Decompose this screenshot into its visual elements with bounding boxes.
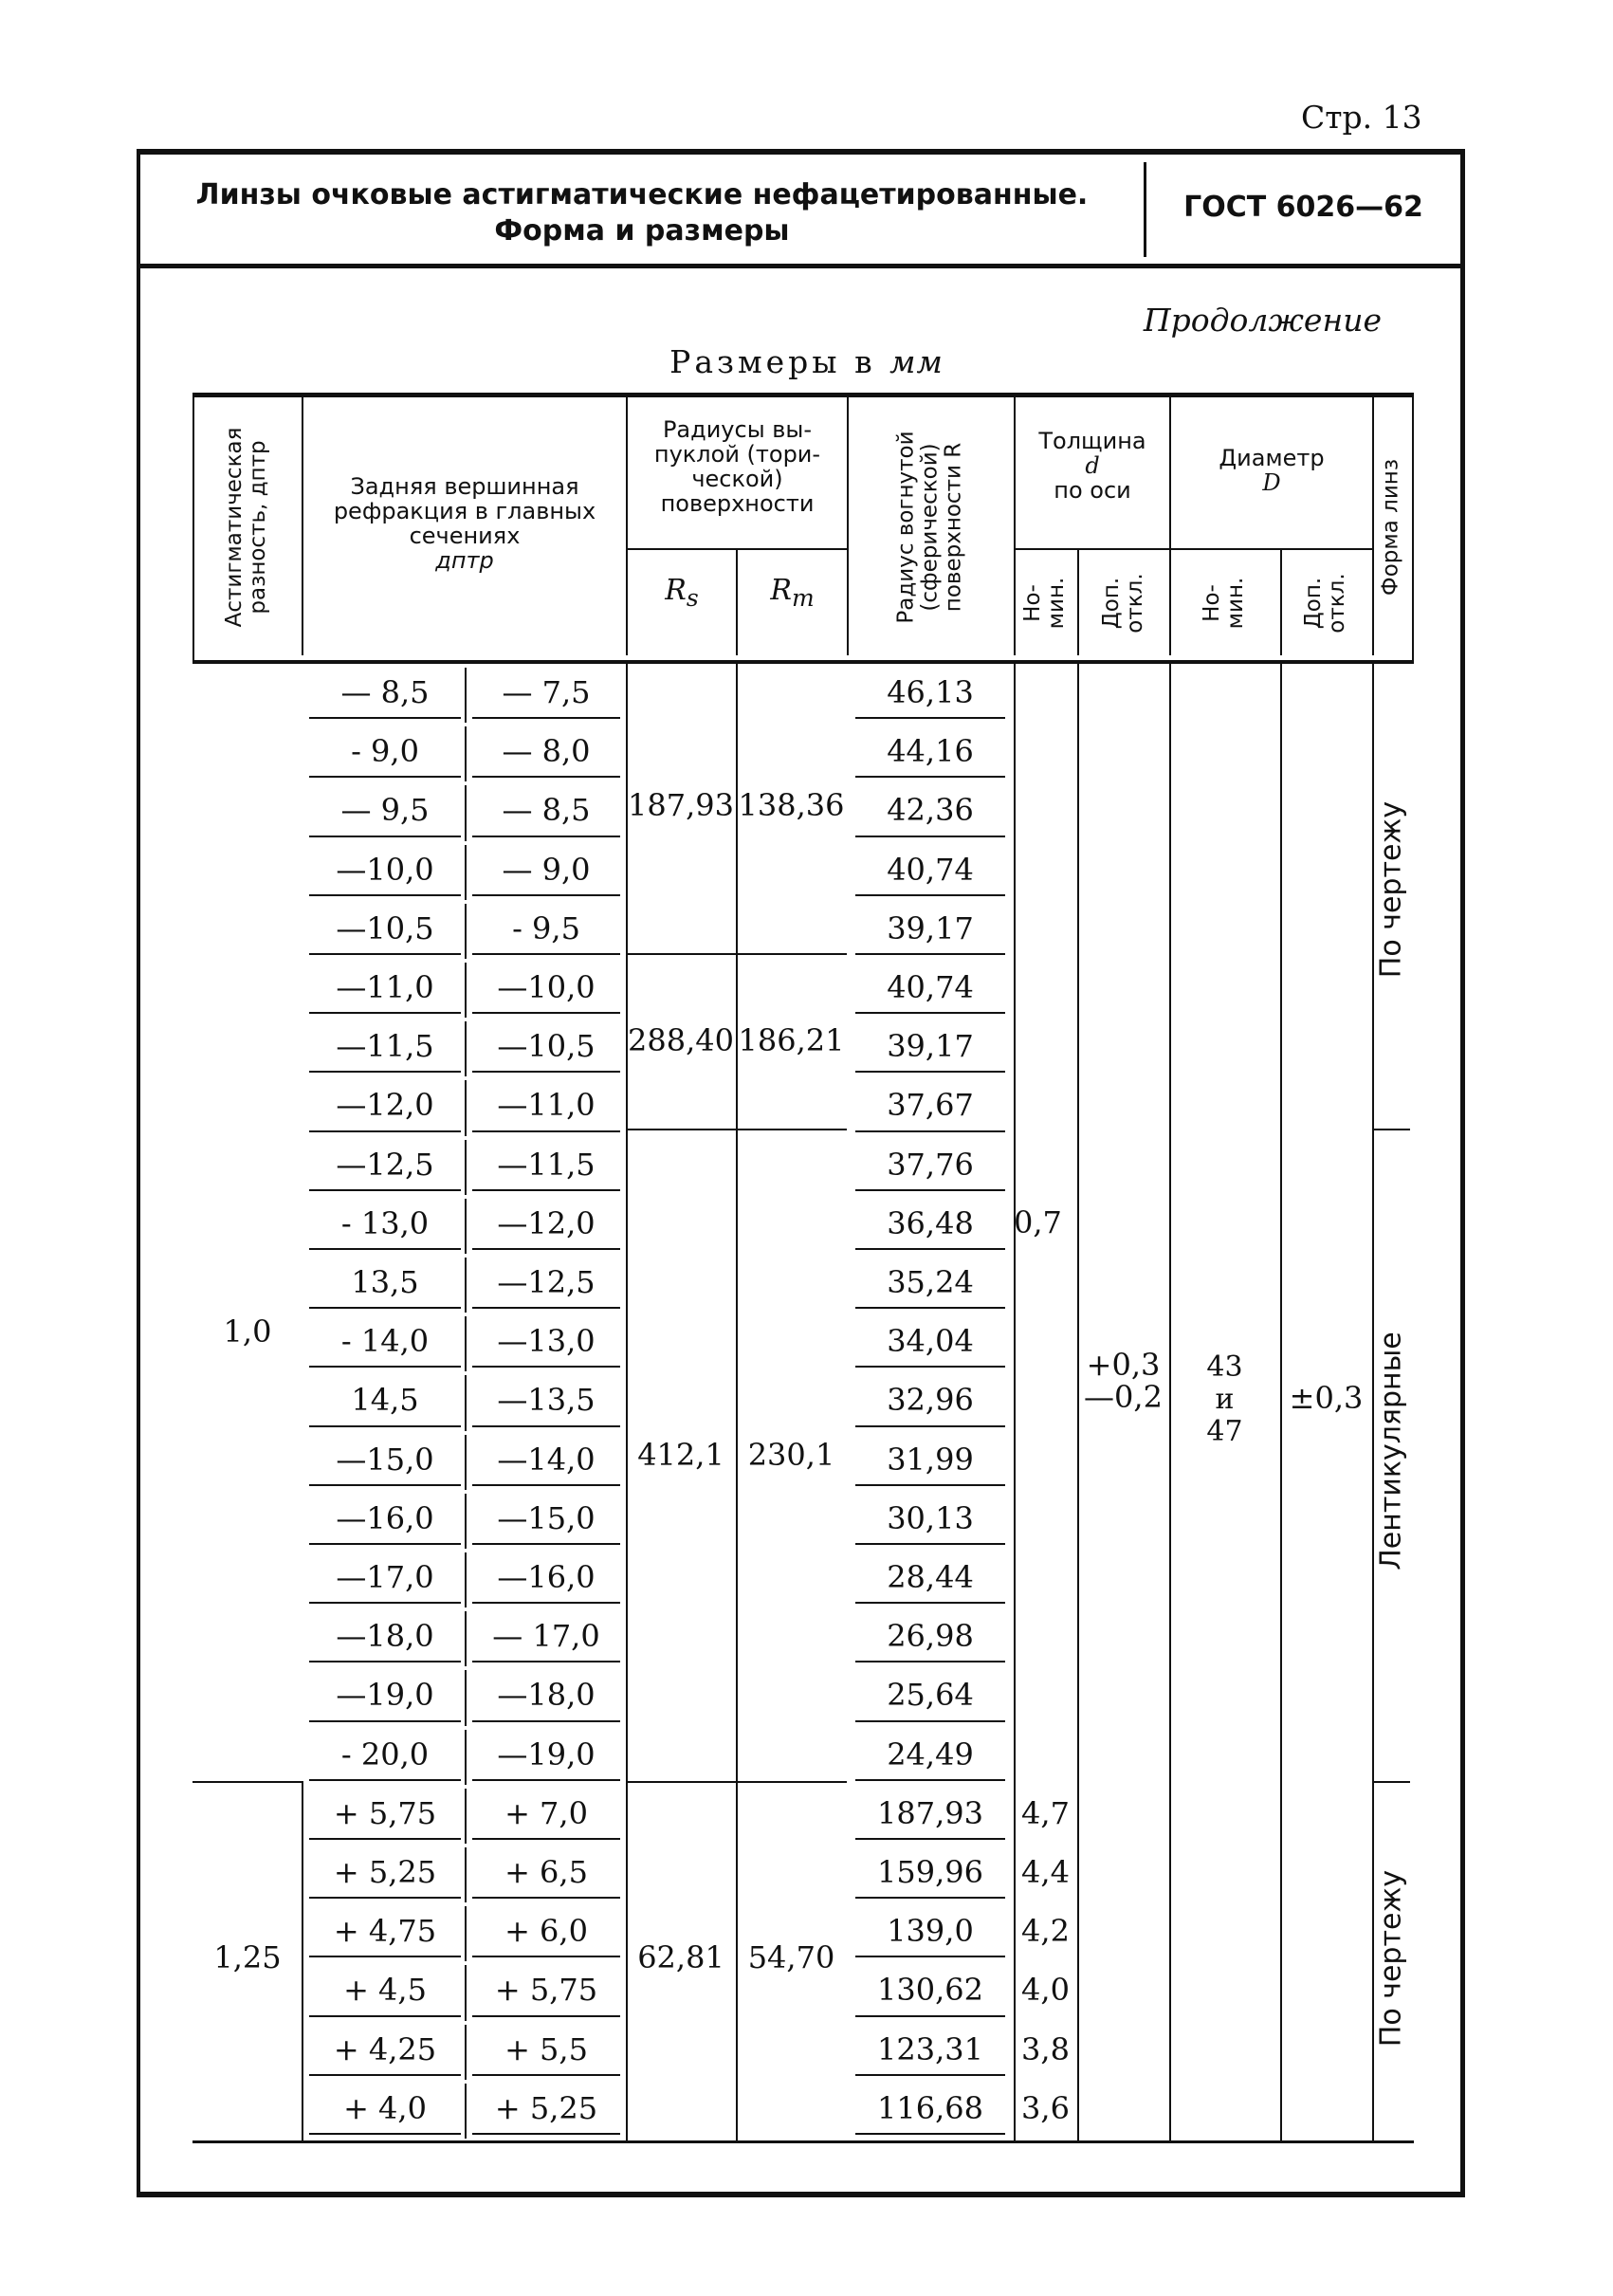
cell-rule [465, 668, 467, 723]
refraction-section-2: —12,0 [497, 1204, 596, 1241]
cell-underline [472, 1189, 620, 1191]
cell-rule [465, 1140, 467, 1195]
cell-underline [309, 776, 461, 778]
cell-rule [465, 845, 467, 900]
header-divider [847, 397, 849, 655]
cell-underline [472, 1779, 620, 1781]
cell-underline [472, 1012, 620, 1014]
cell-underline [309, 717, 461, 719]
refraction-section-2: + 7,0 [504, 1794, 588, 1831]
cell-underline [855, 1366, 1005, 1368]
sizes-caption-unit: мм [889, 343, 944, 380]
refraction-section-1: —12,5 [336, 1146, 434, 1183]
cell-underline [855, 1012, 1005, 1014]
cell-rule [465, 2084, 467, 2139]
group-rule [1372, 1781, 1410, 1783]
cell-underline [472, 1130, 620, 1132]
header-divider [1372, 397, 1374, 655]
refraction-section-1: - 9,0 [351, 733, 419, 770]
cell-underline [855, 776, 1005, 778]
cell-rule [465, 1316, 467, 1371]
cell-underline [309, 836, 461, 837]
header-refraction: Задняя вершинная рефракция в главных сечениях дптр [333, 473, 596, 574]
refraction-section-1: 14,5 [351, 1382, 419, 1419]
header-thickness-deviation: Доп. откл. [1099, 573, 1147, 634]
refraction-section-1: —10,0 [336, 851, 434, 888]
refraction-section-2: + 5,5 [504, 2030, 588, 2067]
cell-underline [855, 836, 1005, 837]
diameter-deviation-value: ±0,3 [1289, 1380, 1364, 1416]
cell-underline [309, 1897, 461, 1899]
page-number: Стр. 13 [1301, 99, 1422, 136]
refraction-section-1: - 14,0 [340, 1323, 430, 1360]
cell-underline [855, 1484, 1005, 1486]
thickness-nominal: 4,7 [1021, 1794, 1070, 1831]
refraction-section-2: — 8,0 [502, 733, 591, 770]
cell-underline [472, 1543, 620, 1545]
astig-value-1: 1,0 [223, 1313, 272, 1350]
concave-radius: 139,0 [887, 1913, 974, 1950]
refraction-section-2: + 6,5 [504, 1854, 588, 1890]
gost-number: ГОСТ 6026—62 [1183, 191, 1423, 224]
rm-value-1: 138,36 [738, 787, 845, 823]
refraction-section-1: - 13,0 [340, 1204, 430, 1241]
cell-underline [472, 2133, 620, 2135]
cell-underline [472, 1956, 620, 1957]
cell-underline [309, 2074, 461, 2076]
cell-rule [465, 1021, 467, 1076]
rs-value-1: 187,93 [628, 787, 734, 823]
table-bottom-rule [192, 2140, 1414, 2143]
cell-underline [309, 1130, 461, 1132]
cell-rule [465, 1080, 467, 1135]
cell-underline [472, 1897, 620, 1899]
cell-underline [855, 1130, 1005, 1132]
cell-underline [472, 894, 620, 896]
cell-underline [472, 1307, 620, 1309]
cell-rule [465, 1906, 467, 1961]
header-rs: $R_s$ [665, 574, 699, 612]
rm-value-4: 54,70 [747, 1939, 835, 1975]
cell-underline [855, 1779, 1005, 1781]
concave-radius: 116,68 [877, 2089, 983, 2126]
cell-underline [472, 1425, 620, 1427]
refraction-section-1: + 5,75 [333, 1794, 437, 1831]
cell-underline [855, 953, 1005, 955]
header-lens-form: Форма линз [1378, 458, 1403, 597]
thickness-nominal: 4,2 [1021, 1913, 1070, 1950]
cell-underline [309, 1543, 461, 1545]
cell-underline [855, 1897, 1005, 1899]
header-diameter-nominal: Но- мин. [1200, 577, 1248, 630]
cell-rule [465, 1847, 467, 1902]
cell-underline [472, 1248, 620, 1250]
thickness-nominal: 3,6 [1021, 2089, 1070, 2126]
header-astig: Астигматическая разность, дптр [222, 427, 270, 628]
concave-radius: 34,04 [887, 1323, 974, 1360]
cell-underline [472, 776, 620, 778]
cell-rule [465, 1730, 467, 1785]
refraction-section-1: —11,5 [336, 1028, 434, 1065]
cell-rule [465, 1611, 467, 1666]
concave-radius: 40,74 [887, 969, 974, 1005]
refraction-section-1: — 8,5 [340, 674, 430, 710]
column-rule [736, 660, 738, 2143]
column-rule [626, 660, 628, 2143]
concave-radius: 35,24 [887, 1264, 974, 1300]
concave-radius: 24,49 [887, 1736, 974, 1773]
refraction-section-2: - 9,5 [512, 909, 580, 946]
header-subdivider [1014, 548, 1372, 550]
header-diameter-deviation: Доп. откл. [1301, 573, 1349, 634]
header-thickness-nominal: Но- мин. [1020, 577, 1069, 630]
cell-underline [855, 1071, 1005, 1073]
cell-underline [309, 1071, 461, 1073]
refraction-section-2: —15,0 [497, 1499, 596, 1536]
concave-radius: 30,13 [887, 1499, 974, 1536]
thickness-nominal: 3,8 [1021, 2030, 1070, 2067]
refraction-section-2: + 5,75 [494, 1972, 598, 2009]
cell-rule [465, 2025, 467, 2080]
cell-underline [472, 1071, 620, 1073]
cell-underline [472, 1661, 620, 1662]
group-rule [626, 1781, 847, 1783]
refraction-section-1: 13,5 [351, 1264, 419, 1300]
thickness-nominal-value: 0,7 [1014, 1204, 1062, 1240]
cell-underline [472, 836, 620, 837]
refraction-section-1: —18,0 [336, 1618, 434, 1655]
group-rule [626, 953, 847, 955]
cell-underline [309, 1425, 461, 1427]
rs-value-4: 62,81 [637, 1939, 724, 1975]
cell-rule [465, 785, 467, 840]
header-divider [1077, 548, 1079, 655]
refraction-section-2: —11,0 [497, 1087, 596, 1124]
refraction-section-2: —19,0 [497, 1736, 596, 1773]
header-concave-radius: Радиус вогнутой (сферической) поверхности R [893, 431, 966, 624]
refraction-section-2: —12,5 [497, 1264, 596, 1300]
header-diameter: Диаметр D [1219, 445, 1325, 496]
thickness-nominal: 4,4 [1021, 1854, 1070, 1890]
concave-radius: 31,99 [887, 1441, 974, 1478]
refraction-section-2: —10,5 [497, 1028, 596, 1065]
cell-underline [309, 1720, 461, 1722]
refraction-section-1: —11,0 [336, 969, 434, 1005]
document-title [140, 177, 1144, 249]
cell-rule [465, 1670, 467, 1725]
header-radii: Радиусы вы- пуклой (тори- ческой) поверхности [653, 416, 821, 517]
refraction-section-2: — 17,0 [492, 1618, 600, 1655]
refraction-section-2: —13,5 [497, 1382, 596, 1419]
sizes-caption-text: Размеры в [669, 343, 876, 380]
cell-underline [472, 2074, 620, 2076]
cell-underline [855, 1661, 1005, 1662]
refraction-section-2: —11,5 [497, 1146, 596, 1183]
cell-underline [855, 1189, 1005, 1191]
refraction-section-2: —10,0 [497, 969, 596, 1005]
cell-rule [465, 1375, 467, 1430]
cell-underline [855, 1956, 1005, 1957]
concave-radius: 36,48 [887, 1204, 974, 1241]
refraction-section-1: —15,0 [336, 1441, 434, 1478]
refraction-section-2: —18,0 [497, 1677, 596, 1714]
group-rule [192, 1781, 302, 1783]
cell-underline [855, 894, 1005, 896]
cell-underline [472, 1838, 620, 1840]
concave-radius: 130,62 [877, 1972, 983, 2009]
cell-rule [465, 1258, 467, 1313]
header-subdivider [626, 548, 847, 550]
rm-value-2: 186,21 [738, 1022, 845, 1058]
refraction-section-1: —19,0 [336, 1677, 434, 1714]
cell-rule [465, 1494, 467, 1549]
rs-value-3: 412,1 [637, 1437, 724, 1473]
header-divider [302, 397, 303, 655]
refraction-section-1: + 4,75 [333, 1913, 437, 1950]
astig-value-2: 1,25 [213, 1939, 282, 1975]
refraction-section-2: + 6,0 [504, 1913, 588, 1950]
refraction-section-2: —16,0 [497, 1559, 596, 1595]
cell-underline [309, 1307, 461, 1309]
document-header [137, 149, 1465, 268]
cell-rule [465, 1965, 467, 2020]
cell-underline [855, 2015, 1005, 2017]
lens-form-3: По чертежу [1374, 1869, 1408, 2048]
cell-underline [472, 1366, 620, 1368]
concave-radius: 39,17 [887, 909, 974, 946]
group-rule [1372, 1129, 1410, 1130]
concave-radius: 44,16 [887, 733, 974, 770]
refraction-section-2: —13,0 [497, 1323, 596, 1360]
concave-radius: 46,13 [887, 674, 974, 710]
concave-radius: 32,96 [887, 1382, 974, 1419]
cell-rule [465, 1789, 467, 1844]
cell-underline [855, 1602, 1005, 1604]
sizes-caption [0, 343, 1613, 380]
refraction-section-2: + 5,25 [494, 2089, 598, 2126]
cell-underline [309, 1248, 461, 1250]
cell-underline [309, 1189, 461, 1191]
refraction-section-1: - 20,0 [340, 1736, 430, 1773]
refraction-section-2: — 9,0 [502, 851, 591, 888]
refraction-section-1: —16,0 [336, 1499, 434, 1536]
cell-underline [472, 953, 620, 955]
concave-radius: 39,17 [887, 1028, 974, 1065]
refraction-section-2: —14,0 [497, 1441, 596, 1478]
cell-underline [855, 1838, 1005, 1840]
cell-underline [309, 1366, 461, 1368]
cell-underline [472, 2015, 620, 2017]
cell-rule [465, 1435, 467, 1490]
header-thickness: Толщина d по оси [1038, 428, 1146, 504]
cell-underline [309, 2133, 461, 2135]
lens-form-1: По чертежу [1374, 800, 1408, 979]
refraction-section-1: + 4,5 [343, 1972, 427, 2009]
refraction-section-1: — 9,5 [340, 792, 430, 829]
refraction-section-1: + 4,0 [343, 2089, 427, 2126]
rs-value-2: 288,40 [628, 1022, 734, 1058]
cell-underline [309, 1838, 461, 1840]
cell-underline [855, 1248, 1005, 1250]
refraction-section-1: + 4,25 [333, 2030, 437, 2067]
concave-radius: 25,64 [887, 1677, 974, 1714]
cell-rule [465, 726, 467, 781]
cell-underline [855, 1720, 1005, 1722]
refraction-section-1: —10,5 [336, 909, 434, 946]
group-rule [626, 1129, 847, 1130]
concave-radius: 42,36 [887, 792, 974, 829]
concave-radius: 40,74 [887, 851, 974, 888]
cell-underline [309, 1012, 461, 1014]
cell-rule [465, 1199, 467, 1254]
cell-underline [472, 1602, 620, 1604]
cell-underline [855, 1307, 1005, 1309]
header-divider [1169, 397, 1171, 655]
title-line-2: Форма и размеры [494, 214, 790, 248]
concave-radius: 28,44 [887, 1559, 974, 1595]
cell-underline [472, 717, 620, 719]
concave-radius: 123,31 [877, 2030, 983, 2067]
cell-underline [309, 1602, 461, 1604]
cell-underline [855, 2074, 1005, 2076]
refraction-section-1: —12,0 [336, 1087, 434, 1124]
refraction-section-1: + 5,25 [333, 1854, 437, 1890]
continuation-label: Продолжение [1143, 302, 1382, 339]
cell-underline [309, 1779, 461, 1781]
concave-radius: 37,76 [887, 1146, 974, 1183]
cell-rule [465, 904, 467, 959]
cell-underline [309, 1956, 461, 1957]
thickness-deviation-value: +0,3 —0,2 [1084, 1347, 1163, 1415]
lens-form-2: Лентикулярные [1374, 1332, 1408, 1570]
concave-radius: 26,98 [887, 1618, 974, 1655]
cell-underline [855, 1543, 1005, 1545]
cell-underline [309, 953, 461, 955]
cell-rule [465, 963, 467, 1018]
cell-rule [465, 1552, 467, 1607]
concave-radius: 159,96 [877, 1854, 983, 1890]
rm-value-3: 230,1 [747, 1437, 835, 1473]
cell-underline [855, 2133, 1005, 2135]
cell-underline [309, 1661, 461, 1662]
concave-radius: 187,93 [877, 1794, 983, 1831]
header-divider [1280, 548, 1282, 655]
cell-underline [309, 1484, 461, 1486]
refraction-section-2: — 8,5 [502, 792, 591, 829]
refraction-section-1: —17,0 [336, 1559, 434, 1595]
cell-underline [855, 1425, 1005, 1427]
refraction-section-2: — 7,5 [502, 674, 591, 710]
concave-radius: 37,67 [887, 1087, 974, 1124]
cell-underline [855, 717, 1005, 719]
cell-underline [309, 894, 461, 896]
cell-underline [472, 1484, 620, 1486]
diameter-nominal-value: 43 и 47 [1206, 1350, 1243, 1448]
cell-underline [472, 1720, 620, 1722]
cell-underline [309, 2015, 461, 2017]
thickness-nominal: 4,0 [1021, 1972, 1070, 2009]
title-line-1: Линзы очковые астигматические нефацетированные. [195, 178, 1089, 211]
header-rm: $R_m$ [770, 574, 815, 612]
